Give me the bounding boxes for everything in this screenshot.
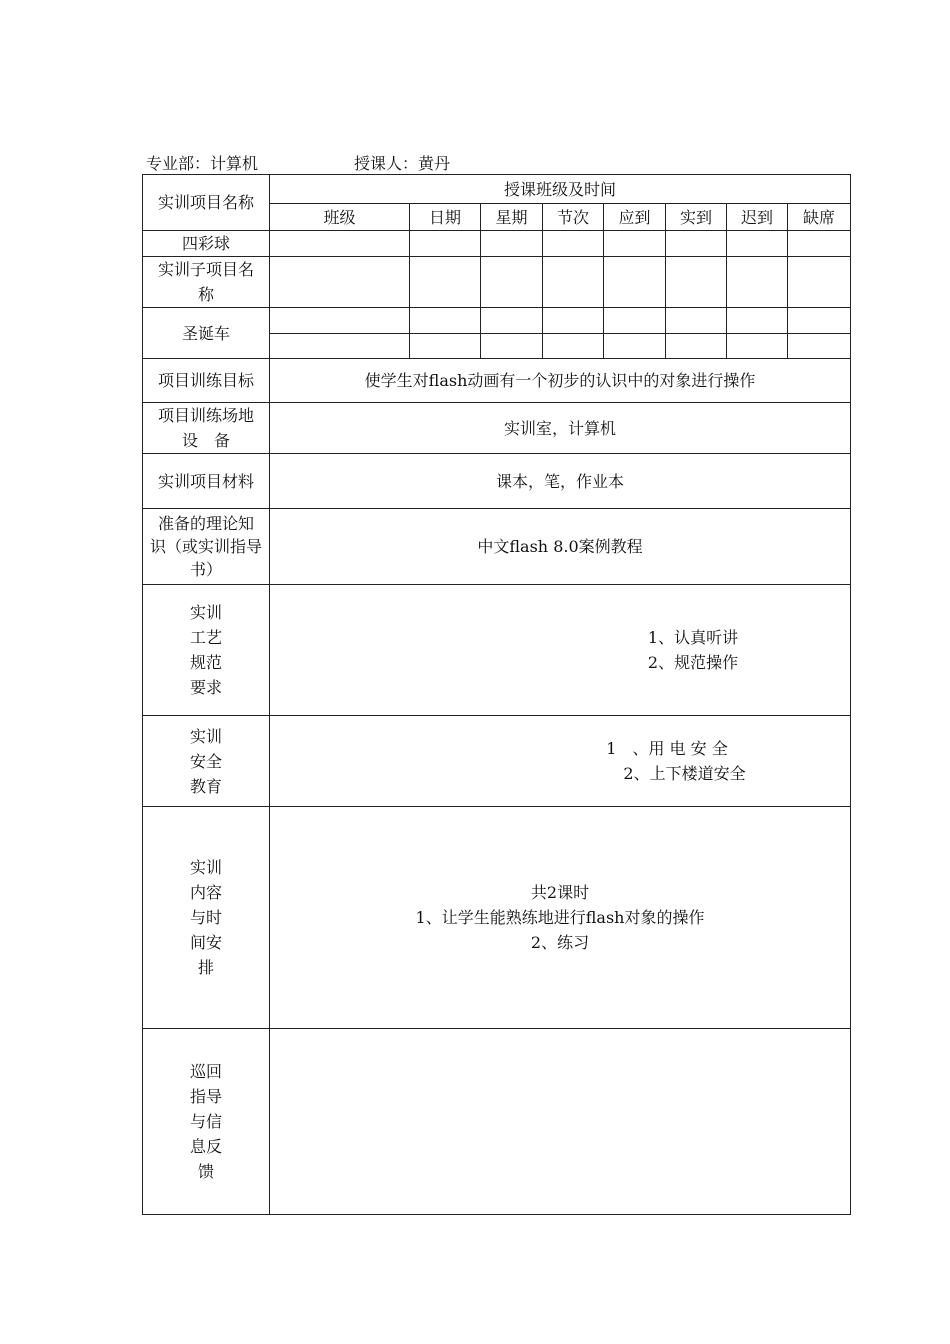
content-item: 2、练习	[530, 933, 590, 952]
document-header	[146, 151, 846, 173]
cell	[604, 231, 666, 257]
department-label: 专业部：计算机	[146, 154, 259, 173]
goal-label: 项目训练目标	[143, 359, 270, 403]
column-late: 迟到	[727, 204, 788, 231]
cell	[410, 334, 481, 359]
craft-label: 实训 工艺 规范 要求	[143, 585, 270, 716]
safety-label: 实训 安全 教育	[143, 716, 270, 807]
craft-value	[270, 585, 851, 716]
cell	[666, 231, 727, 257]
cell	[481, 231, 543, 257]
content-label: 实训 内容 与时 间安 排	[143, 807, 270, 1029]
teacher-label: 授课人：黄丹	[354, 154, 451, 173]
cell	[604, 334, 666, 359]
sub-project-label: 实训子项目名 称	[143, 257, 270, 308]
cell	[788, 308, 851, 334]
cell	[788, 257, 851, 308]
cell	[604, 308, 666, 334]
theory-label: 准备的理论知 识（或实训指导 书）	[143, 509, 270, 585]
training-plan-table	[142, 174, 851, 1215]
column-present: 实到	[666, 204, 727, 231]
cell	[270, 257, 410, 308]
column-absent: 缺席	[788, 204, 851, 231]
craft-item: 1、认真听讲	[647, 628, 739, 647]
theory-value: 中文flash 8.0案例教程	[270, 509, 851, 585]
cell	[666, 257, 727, 308]
project-name-value: 四彩球	[143, 231, 270, 257]
cell	[270, 334, 410, 359]
cell	[604, 257, 666, 308]
safety-item: 1 、用 电 安 全	[606, 739, 728, 758]
cell	[270, 231, 410, 257]
site-label: 项目训练场地 设 备	[143, 403, 270, 454]
cell	[410, 231, 481, 257]
safety-item: 2、上下楼道安全	[623, 764, 746, 783]
content-item: 1、让学生能熟练地进行flash对象的操作	[415, 908, 705, 927]
content-item: 共2课时	[530, 883, 590, 902]
safety-value	[270, 716, 851, 807]
cell	[666, 308, 727, 334]
cell	[543, 308, 604, 334]
material-value: 课本，笔，作业本	[270, 454, 851, 509]
cell	[666, 334, 727, 359]
cell	[543, 231, 604, 257]
cell	[481, 308, 543, 334]
cell	[788, 231, 851, 257]
project-name-label: 实训项目名称	[143, 175, 270, 231]
column-weekday: 星期	[481, 204, 543, 231]
column-period: 节次	[543, 204, 604, 231]
content-value	[270, 807, 851, 1029]
cell	[727, 334, 788, 359]
cell	[410, 257, 481, 308]
patrol-label: 巡回 指导 与信 息反 馈	[143, 1029, 270, 1215]
material-label: 实训项目材料	[143, 454, 270, 509]
cell	[410, 308, 481, 334]
craft-item: 2、规范操作	[647, 653, 739, 672]
column-class: 班级	[270, 204, 410, 231]
cell	[270, 308, 410, 334]
cell	[788, 334, 851, 359]
sub-project-value: 圣诞车	[143, 308, 270, 359]
class-time-label: 授课班级及时间	[270, 175, 851, 204]
goal-value: 使学生对flash动画有一个初步的认识中的对象进行操作	[270, 359, 851, 403]
column-expected: 应到	[604, 204, 666, 231]
cell	[481, 257, 543, 308]
cell	[543, 257, 604, 308]
cell	[543, 334, 604, 359]
cell	[727, 257, 788, 308]
patrol-value	[270, 1029, 851, 1215]
cell	[727, 308, 788, 334]
site-value: 实训室，计算机	[270, 403, 851, 454]
cell	[481, 334, 543, 359]
column-date: 日期	[410, 204, 481, 231]
cell	[727, 231, 788, 257]
